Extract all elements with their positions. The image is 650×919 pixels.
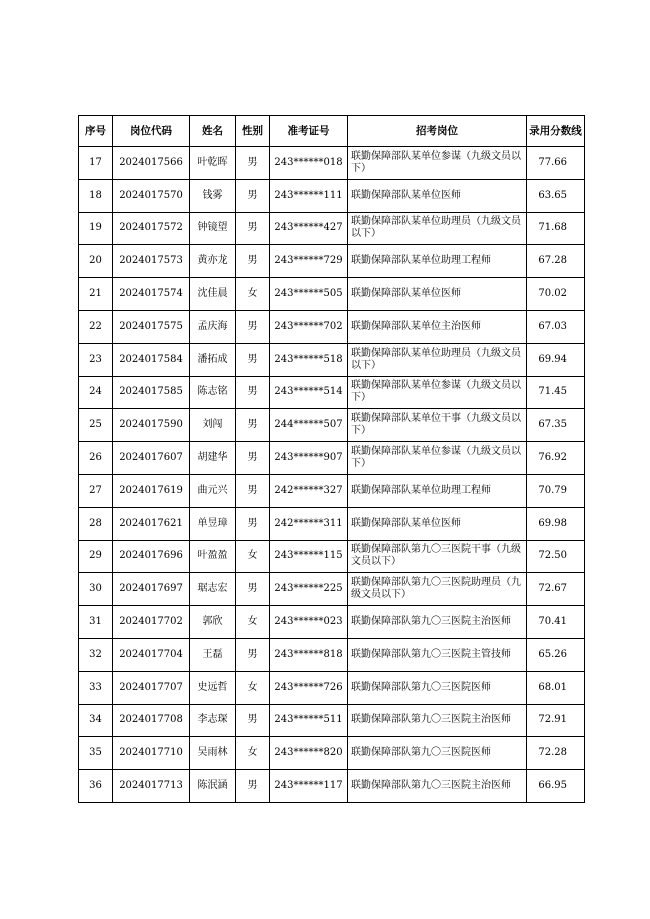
position-code-cell: 2024017710 [113,737,190,770]
table-row [79,474,585,507]
serial-cell: 17 [79,147,113,180]
name-cell: 胡建华 [190,442,236,475]
table-row [79,507,585,540]
name-cell: 吴雨林 [190,737,236,770]
serial-cell: 24 [79,376,113,409]
score-cell: 67.28 [527,245,585,278]
position-cell: 联勤保障部队某单位干事（九级文员以下） [348,409,527,442]
serial-cell: 18 [79,179,113,212]
score-cell: 70.41 [527,606,585,639]
score-cell: 70.79 [527,474,585,507]
score-cell: 72.50 [527,540,585,573]
ticket-number-cell: 243******225 [270,573,348,606]
score-cell: 72.91 [527,704,585,737]
position-cell: 联勤保障部队某单位参谋（九级文员以下） [348,376,527,409]
position-code-cell: 2024017590 [113,409,190,442]
table-row [79,573,585,606]
table-row [79,310,585,343]
score-cell: 71.45 [527,376,585,409]
position-code-cell: 2024017607 [113,442,190,475]
score-cell: 67.03 [527,310,585,343]
table-row [79,179,585,212]
name-cell: 琚志宏 [190,573,236,606]
table-row [79,409,585,442]
gender-cell: 男 [236,212,270,245]
position-code-cell: 2024017570 [113,179,190,212]
serial-cell: 21 [79,278,113,311]
gender-cell: 男 [236,770,270,803]
table-row [79,147,585,180]
score-cell: 68.01 [527,671,585,704]
ticket-number-cell: 243******514 [270,376,348,409]
ticket-number-cell: 243******505 [270,278,348,311]
gender-cell: 男 [236,376,270,409]
ticket-number-cell: 243******115 [270,540,348,573]
gender-cell: 男 [236,474,270,507]
name-cell: 叶乾晖 [190,147,236,180]
gender-cell: 男 [236,573,270,606]
table-row [79,606,585,639]
position-cell: 联勤保障部队某单位主治医师 [348,310,527,343]
table-row [79,704,585,737]
name-cell: 沈佳晨 [190,278,236,311]
ticket-number-cell: 243******726 [270,671,348,704]
name-cell: 单昱璋 [190,507,236,540]
position-cell: 联勤保障部队第九〇三医院主治医师 [348,704,527,737]
serial-cell: 20 [79,245,113,278]
score-cell: 66.95 [527,770,585,803]
gender-cell: 男 [236,310,270,343]
position-code-cell: 2024017621 [113,507,190,540]
gender-cell: 男 [236,343,270,376]
name-cell: 王磊 [190,638,236,671]
name-cell: 刘闯 [190,409,236,442]
gender-cell: 男 [236,179,270,212]
position-cell: 联勤保障部队第九〇三医院医师 [348,737,527,770]
score-cell: 70.02 [527,278,585,311]
score-cell: 72.28 [527,737,585,770]
ticket-number-cell: 243******018 [270,147,348,180]
serial-cell: 22 [79,310,113,343]
ticket-number-cell: 243******427 [270,212,348,245]
serial-cell: 31 [79,606,113,639]
serial-cell: 25 [79,409,113,442]
table-row [79,638,585,671]
ticket-number-cell: 242******327 [270,474,348,507]
position-cell: 联勤保障部队某单位助理员（九级文员以下） [348,343,527,376]
position-cell: 联勤保障部队第九〇三医院助理员（九级文员以下） [348,573,527,606]
table-row [79,442,585,475]
serial-cell: 26 [79,442,113,475]
serial-cell: 35 [79,737,113,770]
position-cell: 联勤保障部队第九〇三医院干事（九级文员以下） [348,540,527,573]
position-cell: 联勤保障部队第九〇三医院主治医师 [348,770,527,803]
gender-cell: 女 [236,540,270,573]
name-cell: 陈泯涵 [190,770,236,803]
position-code-cell: 2024017696 [113,540,190,573]
name-cell: 潘拓成 [190,343,236,376]
position-code-cell: 2024017584 [113,343,190,376]
ticket-number-cell: 243******023 [270,606,348,639]
position-cell: 联勤保障部队某单位参谋（九级文员以下） [348,442,527,475]
header-exam-ticket-number: 准考证号 [270,116,348,147]
score-cell: 65.26 [527,638,585,671]
position-cell: 联勤保障部队某单位助理工程师 [348,474,527,507]
score-cell: 72.67 [527,573,585,606]
position-code-cell: 2024017573 [113,245,190,278]
ticket-number-cell: 243******702 [270,310,348,343]
score-cell: 71.68 [527,212,585,245]
ticket-number-cell: 243******907 [270,442,348,475]
name-cell: 孟庆海 [190,310,236,343]
score-cell: 67.35 [527,409,585,442]
table-row [79,540,585,573]
gender-cell: 男 [236,245,270,278]
table-body [79,147,585,803]
position-code-cell: 2024017697 [113,573,190,606]
name-cell: 黄亦龙 [190,245,236,278]
header-recruitment-position: 招考岗位 [348,116,527,147]
gender-cell: 男 [236,507,270,540]
ticket-number-cell: 244******507 [270,409,348,442]
gender-cell: 男 [236,704,270,737]
name-cell: 史远哲 [190,671,236,704]
header-row [79,116,585,147]
table-row [79,671,585,704]
table-row [79,212,585,245]
name-cell: 陈志铭 [190,376,236,409]
position-code-cell: 2024017702 [113,606,190,639]
table-row [79,343,585,376]
serial-cell: 23 [79,343,113,376]
ticket-number-cell: 242******311 [270,507,348,540]
serial-cell: 36 [79,770,113,803]
score-cell: 69.98 [527,507,585,540]
gender-cell: 男 [236,409,270,442]
position-code-cell: 2024017708 [113,704,190,737]
position-cell: 联勤保障部队某单位助理员（九级文员以下） [348,212,527,245]
score-cell: 76.92 [527,442,585,475]
header-position-code: 岗位代码 [113,116,190,147]
serial-cell: 34 [79,704,113,737]
gender-cell: 男 [236,442,270,475]
score-cell: 69.94 [527,343,585,376]
ticket-number-cell: 243******511 [270,704,348,737]
position-code-cell: 2024017566 [113,147,190,180]
ticket-number-cell: 243******111 [270,179,348,212]
table-row [79,278,585,311]
header-serial-number: 序号 [79,116,113,147]
header-gender: 性别 [236,116,270,147]
serial-cell: 29 [79,540,113,573]
admission-score-table [78,115,585,803]
position-cell: 联勤保障部队某单位医师 [348,507,527,540]
table-row [79,770,585,803]
serial-cell: 27 [79,474,113,507]
position-code-cell: 2024017585 [113,376,190,409]
serial-cell: 19 [79,212,113,245]
name-cell: 钱雾 [190,179,236,212]
position-cell: 联勤保障部队某单位助理工程师 [348,245,527,278]
ticket-number-cell: 243******518 [270,343,348,376]
position-code-cell: 2024017713 [113,770,190,803]
position-code-cell: 2024017575 [113,310,190,343]
position-code-cell: 2024017619 [113,474,190,507]
serial-cell: 32 [79,638,113,671]
score-cell: 63.65 [527,179,585,212]
ticket-number-cell: 243******820 [270,737,348,770]
position-code-cell: 2024017574 [113,278,190,311]
gender-cell: 女 [236,606,270,639]
position-code-cell: 2024017707 [113,671,190,704]
table-row [79,737,585,770]
gender-cell: 男 [236,638,270,671]
name-cell: 钟镜望 [190,212,236,245]
position-cell: 联勤保障部队第九〇三医院医师 [348,671,527,704]
position-code-cell: 2024017704 [113,638,190,671]
table-row [79,376,585,409]
position-cell: 联勤保障部队某单位医师 [348,278,527,311]
score-cell: 77.66 [527,147,585,180]
name-cell: 曲元兴 [190,474,236,507]
name-cell: 李志琛 [190,704,236,737]
header-name: 姓名 [190,116,236,147]
serial-cell: 33 [79,671,113,704]
gender-cell: 男 [236,147,270,180]
position-cell: 联勤保障部队某单位参谋（九级文员以下） [348,147,527,180]
table-header [79,116,585,147]
position-cell: 联勤保障部队第九〇三医院主治医师 [348,606,527,639]
gender-cell: 女 [236,737,270,770]
position-cell: 联勤保障部队第九〇三医院主管技师 [348,638,527,671]
serial-cell: 28 [79,507,113,540]
gender-cell: 女 [236,278,270,311]
gender-cell: 女 [236,671,270,704]
ticket-number-cell: 243******729 [270,245,348,278]
ticket-number-cell: 243******117 [270,770,348,803]
position-cell: 联勤保障部队某单位医师 [348,179,527,212]
ticket-number-cell: 243******818 [270,638,348,671]
name-cell: 叶盈盈 [190,540,236,573]
position-code-cell: 2024017572 [113,212,190,245]
name-cell: 郭欣 [190,606,236,639]
table-row [79,245,585,278]
serial-cell: 30 [79,573,113,606]
header-admission-score: 录用分数线 [527,116,585,147]
